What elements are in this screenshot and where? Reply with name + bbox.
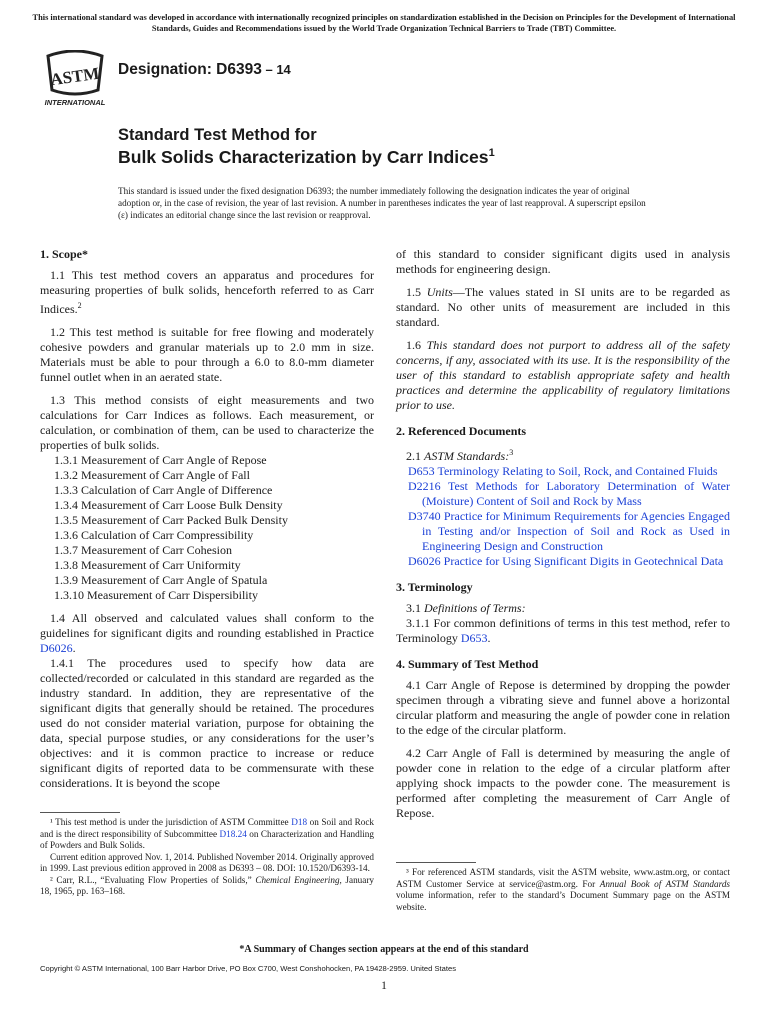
measurement-list-item: 1.3.6 Calculation of Carr Compressibility xyxy=(54,528,254,542)
reference-code-link[interactable]: D2216 xyxy=(408,479,441,493)
footnote-2: ² Carr, R.L., “Evaluating Flow Properties of Solids,” Chemical Engineering, January 18, 1965, pp. 163–168. xyxy=(40,874,374,896)
reference-item[interactable] xyxy=(408,479,730,509)
paragraph-3-1-1: 3.1.1 For common definitions of terms in this test method, refer to Terminology D653. xyxy=(396,616,730,645)
paragraph-2-1: 2.1 ASTM Standards:$^3$ xyxy=(406,448,514,463)
measurement-list-item: 1.3.3 Calculation of Carr Angle of Difference xyxy=(54,483,273,497)
footnotes-left xyxy=(40,817,374,898)
link-d18[interactable]: D18 xyxy=(291,817,308,827)
paragraph-1-6: 1.6 This standard does not purport to address all of the safety concerns, if any, associated with its use. It is the responsibility of the user of this standard to establish appropriate safety and health practices and determine the applicability of regulatory limitations prior to use. xyxy=(396,338,731,412)
wto-note: This international standard was developed in accordance with internationally recognized principles on standardization established in the Decision on Principles for the Development of International Standards, Guides and Recommendations issued by the World Trade Organization Technical Barriers to Trade (TBT) Committee. xyxy=(32,13,736,33)
footnote-3: ³ For referenced ASTM standards, visit the ASTM website, www.astm.org, or contact ASTM Customer Service at service@astm.org. For Annual Book of ASTM Standards volume information, refer to the standard’s Document Summary page on the ASTM website. xyxy=(396,867,730,912)
measurement-list-item: 1.3.8 Measurement of Carr Uniformity xyxy=(54,558,241,572)
paragraph-4-2: 4.2 Carr Angle of Fall is determined by measuring the angle of powder cone in relation to the edge of a circular platform after applying shock impacts to the powder cone. The measurement is performed after completing the measurement of Carr Angle of Repose. xyxy=(396,746,730,820)
link-d653-terminology[interactable]: D653 xyxy=(460,631,488,645)
paragraph-4-1: 4.1 Carr Angle of Repose is determined by dropping the powder specimen through a vibrating sieve and funnel above a horizontal circular platform and measuring the angle of powder cone in relation to the edge of the circular platform. xyxy=(396,678,730,737)
page-number: 1 xyxy=(381,980,387,992)
copyright-line: Copyright © ASTM International, 100 Barr Harbor Drive, PO Box C700, West Conshohocken, PA 19428-2959. United States xyxy=(40,964,457,973)
reference-title-link[interactable]: Practice for Minimum Requirements for Agencies Engaged in Testing and/or Inspection of Soil and Rock as Used in Engineering Design and Construction xyxy=(422,509,730,553)
reference-code-link[interactable]: D3740 xyxy=(408,509,441,523)
paragraph-1-2: 1.2 This test method is suitable for free flowing and moderately cohesive powders and granular materials up to 2.0 mm in size. Materials must be able to pour through a 6.0 to 8.0-mm diameter funnel outlet when in an aerated state. xyxy=(40,325,374,384)
issuance-note: This standard is issued under the fixed designation D6393; the number immediately following the designation indicates the year of original adoption or, in the case of revision, the year of last revision. A number in parentheses indicates the year of last reapproval. A superscript epsilon (ε) indicates an editorial change since the last revision or reapproval. xyxy=(118,186,646,220)
reference-item[interactable] xyxy=(408,509,730,554)
measurement-list-item: 1.3.10 Measurement of Carr Dispersibility xyxy=(54,588,258,602)
svg-text:INTERNATIONAL: INTERNATIONAL xyxy=(44,98,106,107)
reference-list xyxy=(396,464,730,569)
right-column xyxy=(396,247,730,821)
svg-text:ASTM: ASTM xyxy=(49,63,101,90)
link-d6026[interactable]: D6026 xyxy=(40,641,73,655)
summary-of-changes-note: *A Summary of Changes section appears at the end of this standard xyxy=(239,944,529,955)
measurement-list-item: 1.3.2 Measurement of Carr Angle of Fall xyxy=(54,468,250,482)
paragraph-1-4-1: 1.4.1 The procedures used to specify how data are collected/recorded or calculated in this standard are regarded as the industry standard. In addition, they are representative of the significant digits that generally should be retained. The procedures used do not consider material variation, purpose for obtaining the data, special purpose studies, or any considerations for the user’s objectives: and it is common practice to increase or reduce significant digits of reported data to be commensurate with these considerations. It is beyond the scope xyxy=(40,656,374,790)
measurement-list-item: 1.3.5 Measurement of Carr Packed Bulk Density xyxy=(54,513,288,527)
scope-continuation: of this standard to consider significant digits used in analysis methods for engineering design. xyxy=(396,247,730,276)
footnote-1: ¹ This test method is under the jurisdiction of ASTM Committee D18 on Soil and Rock and is the direct responsibility of Subcommittee D18.24 on Characterization and Handling of Powders and Bulk Solids. xyxy=(40,817,375,850)
paragraph-1-5: 1.5 Units—The values stated in SI units are to be regarded as standard. No other units of measurement are included in this standard. xyxy=(396,285,730,329)
measurement-list-item: 1.3.1 Measurement of Carr Angle of Repose xyxy=(54,453,267,467)
section-heading-summary: 4. Summary of Test Method xyxy=(396,657,539,671)
reference-title-link[interactable]: Terminology Relating to Soil, Rock, and Contained Fluids xyxy=(434,464,718,478)
paragraph-1-1: 1.1 This test method covers an apparatus and procedures for measuring properties of bulk solids, henceforth referred to as Carr Indices.$^2$ xyxy=(40,268,374,316)
reference-code-link[interactable]: D6026 xyxy=(408,554,441,568)
paragraph-1-4: 1.4 All observed and calculated values shall conform to the guidelines for significant digits and rounding established in Practice D6026. xyxy=(40,611,374,655)
reference-item[interactable] xyxy=(408,554,730,569)
left-column xyxy=(40,247,374,791)
footnote-1-edition: Current edition approved Nov. 1, 2014. Published November 2014. Originally approved in 1999. Last previous edition approved in 2008 as D6393 – 08. DOI: 10.1520/D6393-14. xyxy=(40,851,374,873)
measurement-list-item: 1.3.9 Measurement of Carr Angle of Spatula xyxy=(54,573,268,587)
section-heading-terminology: 3. Terminology xyxy=(396,580,473,594)
reference-title-link[interactable]: Test Methods for Laboratory Determination of Water (Moisture) Content of Soil and Rock by Mass xyxy=(422,479,730,508)
paragraph-3-1: 3.1 Definitions of Terms: xyxy=(406,601,526,615)
reference-item[interactable] xyxy=(408,464,730,479)
reference-title-link[interactable]: Practice for Using Significant Digits in Geotechnical Data xyxy=(440,554,724,568)
footnote-divider-right xyxy=(396,862,476,863)
footnote-divider-left xyxy=(40,812,120,813)
reference-code-link[interactable]: D653 xyxy=(408,464,435,478)
section-heading-referenced-documents: 2. Referenced Documents xyxy=(396,424,527,438)
astm-logo xyxy=(40,50,110,108)
measurement-list-item: 1.3.7 Measurement of Carr Cohesion xyxy=(54,543,232,557)
title-line-1: Standard Test Method for xyxy=(118,126,317,144)
designation: Designation: D6393 – 14 xyxy=(118,61,291,78)
footnotes-right xyxy=(396,867,730,913)
measurement-list-item: 1.3.4 Measurement of Carr Loose Bulk Density xyxy=(54,498,283,512)
title-line-2: Bulk Solids Characterization by Carr Indices$^1$ xyxy=(118,147,495,167)
link-d18-24[interactable]: D18.24 xyxy=(219,828,247,839)
paragraph-1-3: 1.3 This method consists of eight measurements and two calculations for Carr Indices as follows. Each measurement, or calculation, or combination of them, can be used to characterize the properties of bulk solids. xyxy=(40,393,374,452)
section-heading-scope: 1. Scope* xyxy=(40,247,88,261)
measurement-list xyxy=(40,453,374,603)
